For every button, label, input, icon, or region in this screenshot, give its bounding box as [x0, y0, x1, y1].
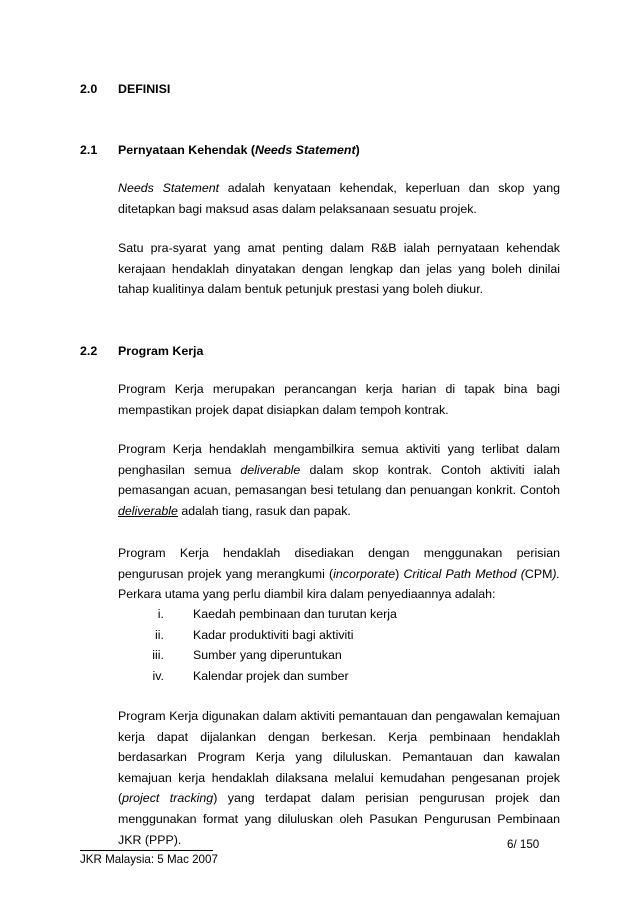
paragraph-software: Program Kerja hendaklah disediakan dengan menggunakan perisian pengurusan projek yang merangkumi (incorporate) Critical Path Method (CPM). Perkara utama yang perlu diambil kira dalam penyediaannya adalah:	[118, 546, 560, 602]
section-number: 2.1	[80, 143, 98, 157]
list-marker: ii.	[155, 627, 164, 642]
list-marker: iv.	[152, 668, 164, 683]
list-marker: i.	[157, 607, 164, 621]
list-text: Kalendar projek dan sumber	[193, 668, 349, 683]
list-text: Kadar produktiviti bagi aktiviti	[193, 627, 354, 642]
list-text: Sumber yang diperuntukan	[193, 648, 342, 663]
list-marker: iii.	[152, 648, 164, 663]
section-number: 2.0	[80, 82, 98, 96]
section-title: Program Kerja	[118, 344, 204, 358]
section-title: DEFINISI	[118, 82, 171, 96]
footer-divider	[80, 850, 213, 851]
page-number: 6/ 150	[507, 838, 540, 851]
paragraph-program-kerja-definition: Program Kerja merupakan perancangan kerja harian di tapak bina bagi mempastikan projek dapat disiapkan dalam tempoh kontrak.	[118, 382, 560, 417]
section-number: 2.2	[80, 344, 98, 358]
paragraph-needs-statement: Needs Statement adalah kenyataan kehendak, keperluan dan skop yang ditetapkan bagi maksud asas dalam pelaksanaan sesuatu projek.	[118, 181, 560, 216]
paragraph-activities: Program Kerja hendaklah mengambilkira semua aktiviti yang terlibat dalam penghasilan semua deliverable dalam skop kontrak. Contoh aktiviti ialah pemasangan acuan, pemasangan besi tetulang dan penuangan konkrit. Contoh deliverable adalah tiang, rasuk dan papak.	[118, 442, 560, 518]
list-item	[118, 625, 560, 646]
list-text: Kaedah pembinaan dan turutan kerja	[193, 607, 397, 621]
list-item	[118, 645, 560, 666]
considerations-list	[118, 604, 560, 686]
section-title: Pernyataan Kehendak (Needs Statement)	[118, 143, 360, 157]
paragraph-monitoring: Program Kerja digunakan dalam aktiviti pemantauan dan pengawalan kemajuan kerja dapat dijalankan dengan berkesan. Kerja pembinaan hendaklah berdasarkan Program Kerja yang diluluskan. Pemantauan dan kawalan kemajuan kerja hendaklah dilaksana melalui kemudahan pengesanan projek (project tracking) yang terdapat dalam perisian pengurusan projek dan menggunakan format yang diluluskan oleh Pasukan Pengurusan Pembinaan JKR (PPP).	[118, 709, 560, 847]
paragraph-prerequisite: Satu pra-syarat yang amat penting dalam R&B ialah pernyataan kehendak kerajaan hendaklah dinyatakan dengan lengkap dan jelas yang boleh dinilai tahap kualitinya dalam bentuk petunjuk prestasi yang boleh diukur.	[118, 241, 560, 297]
list-item	[118, 666, 560, 687]
list-item	[118, 604, 560, 625]
footer-text: JKR Malaysia: 5 Mac 2007	[80, 853, 218, 866]
